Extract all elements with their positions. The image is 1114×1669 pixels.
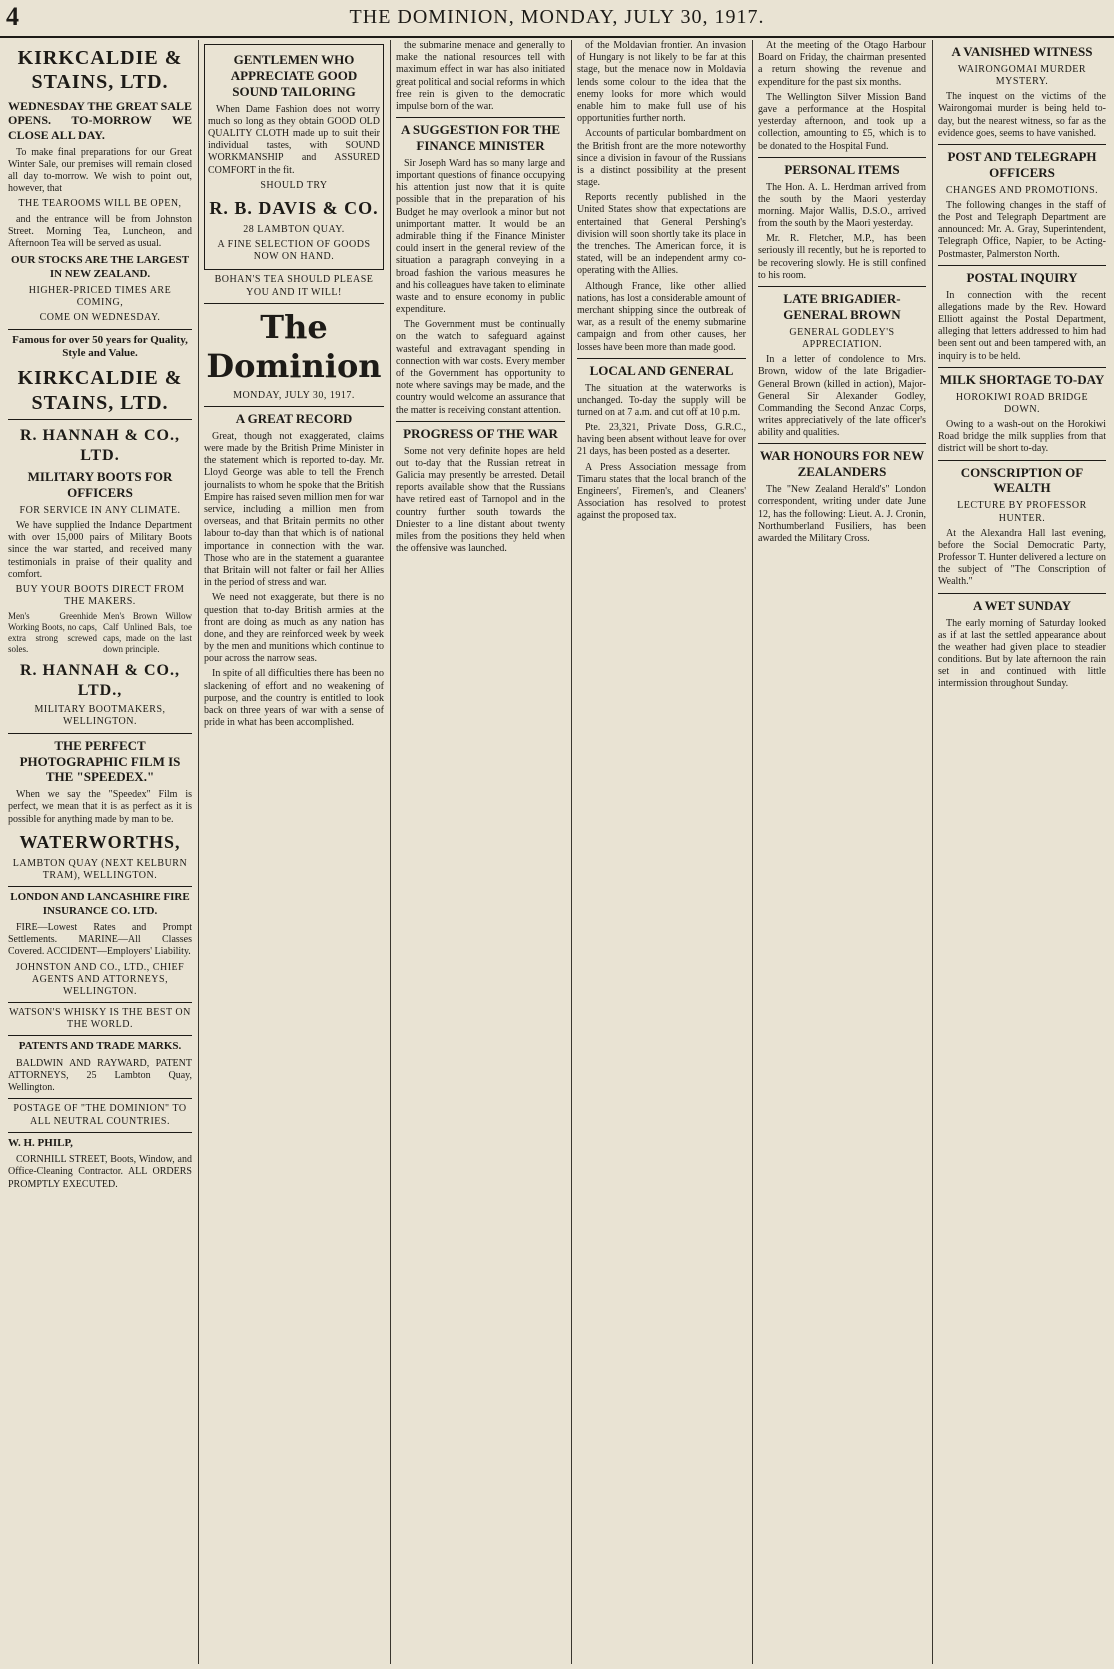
article-war-head: PROGRESS OF THE WAR <box>403 425 558 441</box>
ad-hannah-boots-left: Men's Greenhide Working Boots, no caps, extra strong screwed soles. <box>8 611 97 655</box>
ad-kirkcaldie-tearooms: THE TEAROOMS WILL BE OPEN, <box>18 198 182 210</box>
ad-insurance-body: FIRE—Lowest Rates and Prompt Settlements. MARINE—All Classes Covered. ACCIDENT—Employers' Liability. <box>8 921 192 958</box>
article-inquiry-head: POSTAL INQUIRY <box>966 269 1078 285</box>
article-local-head: LOCAL AND GENERAL <box>589 362 734 378</box>
column-4-body-1: Accounts of particular bombardment on the British front are the more noteworthy since a division in favour of the Russians is a distinct possibility at the present stage. <box>577 128 746 189</box>
ad-kirkcaldie-title-2: KIRKCALDIE & STAINS, LTD. <box>17 367 183 414</box>
ad-patents-title: PATENTS AND TRADE MARKS. <box>18 1040 182 1053</box>
article-personal-body: The Hon. A. L. Herdman arrived from the south by the Maori yesterday morning. Major Wallis, D.S.O., arrived from the south by the Maori yesterday. <box>758 181 926 230</box>
ad-kirkcaldie-body: To make final preparations for our Great Winter Sale, our premises will remain closed all day to-morrow. We wish to point out, however, that <box>8 146 192 195</box>
article-brigadier-head: LATE BRIGADIER-GENERAL BROWN <box>783 291 901 322</box>
article-war-body: Some not very definite hopes are held out to-day that the Russian retreat in Galicia may presently be arrested. Detail reports available show that the Russians have retired east of Tarnopol and in the country further south towards the Dniester to a line distant about twenty miles from the positions they held when the offensive was launched. <box>396 445 565 555</box>
masthead-title: THE DOMINION, MONDAY, JULY 30, 1917. <box>349 6 765 28</box>
article-finance-body: Sir Joseph Ward has so many large and important questions of finance occupying his attention just now that it is quite possible that in the preparation of his Budget he may overlook a minor but not unimportant matter. It would be an admirable thing if the Finance Minister could insert in the general review of the situation a paragraph conveying in a broad fashion the various measures he and his colleagues have taken to eliminate waste and to ensure economy in public expenditure. <box>396 157 565 316</box>
article-post-sub: CHANGES AND PROMOTIONS. <box>945 184 1099 196</box>
article-personal-body-2: Mr. R. Fletcher, M.P., has been seriously ill recently, but he is reported to be recovering slowly. He is still confined to his room. <box>758 233 926 281</box>
article-finance-body-2: The Government must be continually on the watch to safeguard against wasteful and extravagant spending in connection with war costs. Every member of the Government has opportunity to note where savings may be made, and the country would welcome an assurance that the matter is receiving constant attention. <box>396 319 565 416</box>
ad-kirkcaldie-headline: WEDNESDAY THE GREAT SALE OPENS. TO-MORROW WE CLOSE ALL DAY. <box>8 98 192 143</box>
column-4-body-2: Reports recently published in the United States show that expectations are entertained that General Pershing's division will soon shortly take its place in the trenches. The American force, it is stated, will be an independent army co-operating with the Allies. <box>577 192 746 277</box>
column-3-intro: the submarine menace and generally to make the national resources tell with maximum effect in war has also initiated great political and social reforms in which free rein is given to the democratic impulse born of the war. <box>396 40 565 112</box>
ad-hannah-boots <box>8 611 192 655</box>
ad-kirkcaldie-famous: Famous for over 50 years for Quality, Style and Value. <box>12 333 188 359</box>
ad-davis-body: When Dame Fashion does not worry much so long as they obtain GOOD OLD QUALITY CLOTH made up to suit their individual tastes, with SOUND WORKMANSHIP and ASSURED COMFORT in the fit. <box>208 103 380 176</box>
article-conscription-body: At the Alexandra Hall last evening, before the Social Democratic Party, Professor T. Hunter delivered a lecture on the subject of "The Conscription of Wealth." <box>938 527 1106 588</box>
column-rule <box>198 40 199 1664</box>
article-post-head: POST AND TELEGRAPH OFFICERS <box>947 148 1097 180</box>
ad-hannah-title: R. HANNAH & CO., LTD. <box>20 427 180 464</box>
ad-davis-name: R. B. DAVIS & CO. <box>209 197 379 218</box>
article-brigadier-sub: GENERAL GODLEY'S APPRECIATION. <box>789 326 895 350</box>
column-4-intro: of the Moldavian frontier. An invasion of Hungary is not likely to be far at this stage, but the menace now in Moldavia lends some colour to the idea that the enemy looks for more which would enable him to make full use of his opportunities further north. <box>577 40 746 125</box>
ad-kirkcaldie-tearooms-body: and the entrance will be from Johnston Street. Morning Tea, Luncheon, and Afternoon Tea will be served as usual. <box>8 213 192 249</box>
column-6 <box>938 40 1106 1664</box>
article-great-record-body-3: In spite of all difficulties there has been no slackening of effort and no weakening of purpose, and the country is entitled to look back on three years of war with a sense of pride in what has been accomplished. <box>204 668 384 729</box>
column-4-body-3: Although France, like other allied nations, has lost a considerable amount of merchant shipping since the outbreak of war, as a result of the enemy submarine campaign and from other causes, her losses have been more than made good. <box>577 280 746 353</box>
ad-davis-addr: 28 LAMBTON QUAY. <box>243 223 345 235</box>
article-personal-head: PERSONAL ITEMS <box>784 161 900 177</box>
ad-hannah-military: MILITARY BOOTMAKERS, WELLINGTON. <box>34 704 166 728</box>
masthead <box>0 0 1114 38</box>
column-5-intro: At the meeting of the Otago Harbour Board on Friday, the chairman presented a return showing the revenue and expenditure for the past six months. <box>758 40 926 88</box>
paper-date: MONDAY, JULY 30, 1917. <box>233 389 355 401</box>
article-local-body-3: A Press Association message from Timaru states that the local branch of the Engineers', Firemen's, and Cleaners' Association has resolved to protest against the proposed tax. <box>577 461 746 522</box>
article-honours-head: WAR HONOURS FOR NEW ZEALANDERS <box>759 448 925 480</box>
ad-kirkcaldie-stocks: OUR STOCKS ARE THE LARGEST IN NEW ZEALAND. <box>10 254 190 280</box>
column-rule <box>390 40 391 1664</box>
article-milk-body: Owing to a wash-out on the Horokiwi Road bridge the milk supplies from that district will be short to-day. <box>938 419 1106 455</box>
column-4 <box>577 40 746 1664</box>
article-great-record-body: Great, though not exaggerated, claims were made by the British Prime Minister in the statement which is reported to-day. Mr. Lloyd George was able to tell the French journalists to whom he spoke that the British Empire has raised seven million men for war service, including a million men from overseas, and that Britain permits no other labour to-day than that which is of national importance in connection with the war. Those who are in the statement a guarantee that Britain will not falter or fail her Allies in the period of stress and war. <box>204 430 384 589</box>
column-rule <box>932 40 933 1664</box>
article-milk-head: MILK SHORTAGE TO-DAY <box>939 371 1105 387</box>
article-witness-head: A VANISHED WITNESS <box>951 44 1093 59</box>
article-wet-body: The early morning of Saturday looked as if at last the settled appearance about the weather had given place to steadier conditions. But by late afternoon the rain set in and continued with little intermission throughout Sunday. <box>938 617 1106 690</box>
article-witness-body: The inquest on the victims of the Wairongomai murder is being held to-day, but the nearest witness, so far as the evidence goes, seems to have vanished. <box>938 91 1106 139</box>
column-2 <box>204 40 384 1664</box>
page-number: 4 <box>6 2 19 31</box>
ad-speedex-title: THE PERFECT PHOTOGRAPHIC FILM IS THE "SPEEDEX." <box>19 737 181 785</box>
article-wet-head: A WET SUNDAY <box>972 597 1072 613</box>
ad-hannah-boots-right: Men's Brown Willow Calf Unlined Bals, toe caps, made on the last down principle. <box>103 611 192 655</box>
column-rule <box>571 40 572 1664</box>
column-5-body-1: The Wellington Silver Mission Band gave a performance at the Hospital yesterday afternoon, and took up a collection, amounting to £5, which is to be donated to the Hospital Fund. <box>758 91 926 152</box>
ad-hannah-sub: MILITARY BOOTS FOR OFFICERS <box>27 469 173 501</box>
ad-insurance-title: LONDON AND LANCASHIRE FIRE INSURANCE CO. LTD. <box>10 891 190 917</box>
column-5 <box>758 40 926 1664</box>
ad-watsons: WATSON'S WHISKY IS THE BEST ON THE WORLD. <box>9 1007 191 1031</box>
article-witness-sub: WAIRONGOMAI MURDER MYSTERY. <box>957 63 1087 88</box>
ad-insurance-agents: JOHNSTON AND CO., LTD., CHIEF AGENTS AND ATTORNEYS, WELLINGTON. <box>15 961 185 997</box>
article-conscription-head: CONSCRIPTION OF WEALTH <box>960 464 1084 496</box>
ad-speedex-body: When we say the "Speedex" Film is perfect, we mean that it is as perfect as it is possible for anything made by man to be. <box>8 789 192 825</box>
article-post-body: The following changes in the staff of the Post and Telegraph Department are announced: Mr. A. Gray, Superintendent, Telegraph Office, Napier, to be Acting-Postmaster, Palmerston North. <box>938 199 1106 260</box>
column-1 <box>8 40 192 1664</box>
column-3 <box>396 40 565 1664</box>
ad-hannah-body: We have supplied the Indance Department with over 15,000 pairs of Military Boots since the war started, and received many testimonials in praise of their quality and comfort. <box>8 520 192 580</box>
column-rule <box>752 40 753 1664</box>
article-milk-sub: HOROKIWI ROAD BRIDGE DOWN. <box>955 391 1089 415</box>
article-great-record-head: A GREAT RECORD <box>235 411 353 427</box>
ad-philp-body: CORNHILL STREET, Boots, Window, and Office-Cleaning Contractor. ALL ORDERS PROMPTLY EXECUTED. <box>8 1154 192 1190</box>
article-brigadier-body: In a letter of condolence to Mrs. Brown, widow of the late Brigadier-General Brown (killed in action), Major-General Sir Alexander Godley, Commanding the Second Anzac Corps, writes appreciatively of the late officer's ability and qualities. <box>758 354 926 439</box>
article-great-record-body-2: We need not exaggerate, but there is no question that to-day British armies at the front are doing as much as any nation has done, and they are reinforced week by week by the men and munitions which continue to pour across the narrow seas. <box>204 592 384 665</box>
ad-postage-title: POSTAGE OF "THE DOMINION" TO ALL NEUTRAL COUNTRIES. <box>13 1103 187 1127</box>
ad-davis-should: SHOULD TRY <box>260 179 328 191</box>
article-conscription-sub: LECTURE BY PROFESSOR HUNTER. <box>957 500 1087 524</box>
article-finance-head: A SUGGESTION FOR THE FINANCE MINISTER <box>400 122 561 153</box>
ad-philp-title: W. H. PHILP, <box>8 1136 73 1149</box>
paper-title: The Dominion <box>206 307 382 385</box>
article-local-body: The situation at the waterworks is unchanged. To-day the supply will be turned on at 7 a.m. and cut off at 10 p.m. <box>577 382 746 418</box>
ad-davis-head: GENTLEMEN WHO APPRECIATE GOOD SOUND TAILORING <box>230 52 358 99</box>
ad-patents-body: BALDWIN AND RAYWARD, PATENT ATTORNEYS, 25 Lambton Quay, Wellington. <box>8 1057 192 1094</box>
ad-hannah-sub2: FOR SERVICE IN ANY CLIMATE. <box>19 504 181 516</box>
ad-kirkcaldie-prices: HIGHER-PRICED TIMES ARE COMING, <box>28 284 172 309</box>
article-honours-body: The "New Zealand Herald's" London correspondent, writing under date June 12, has the following: Lieut. A. J. Cronin, Northumberland Fusiliers, has been awarded the Military Cross. <box>758 484 926 544</box>
ad-kirkcaldie-title: KIRKCALDIE & STAINS, LTD. <box>17 47 183 94</box>
ad-waterworths-sub: LAMBTON QUAY (NEXT KELBURN TRAM), WELLINGTON. <box>12 857 188 881</box>
ad-davis-box <box>204 44 384 270</box>
ad-kirkcaldie-come: COME ON WEDNESDAY. <box>39 312 161 324</box>
ad-hannah-title-2: R. HANNAH & CO., LTD., <box>20 662 180 699</box>
ad-bohan: BOHAN'S TEA SHOULD PLEASE YOU AND IT WILL! <box>214 274 374 298</box>
article-local-body-2: Pte. 23,321, Private Doss, G.R.C., having been absent without leave for over 21 days, has been posted as a deserter. <box>577 422 746 458</box>
ad-davis-fine: A FINE SELECTION OF GOODS NOW ON HAND. <box>217 239 371 263</box>
article-inquiry-body: In connection with the recent allegations made by the Rev. Howard Elliott against the Postal Department, alleging that letters addressed to him had been sent out and been tampered with, an inquiry is to be held. <box>938 289 1106 362</box>
ad-hannah-buy: BUY YOUR BOOTS DIRECT FROM THE MAKERS. <box>15 584 185 608</box>
ad-waterworths-title: WATERWORTHS, <box>19 831 181 852</box>
